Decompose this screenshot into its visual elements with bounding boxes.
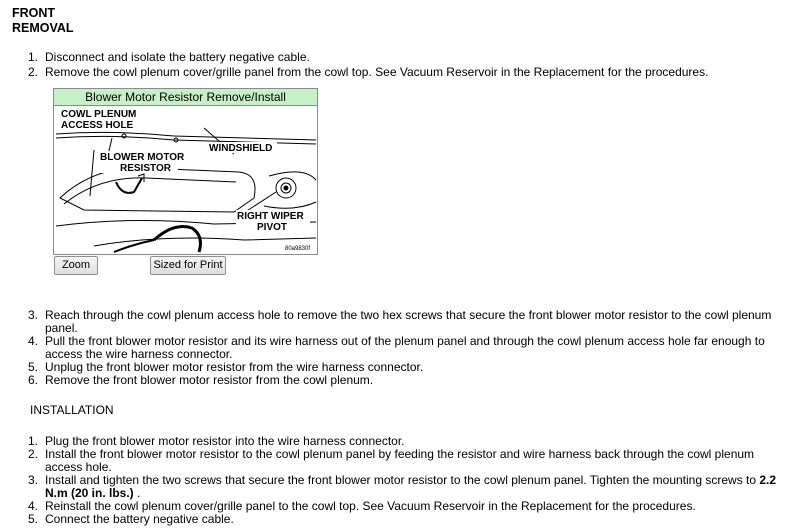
figure-code: 80a9830f — [285, 246, 311, 252]
step-text: Reach through the cowl plenum access hole to remove the two hex screws that secure the front blower motor resistor to the cowl plenum panel. — [45, 308, 772, 335]
step-text: Connect the battery negative cable. — [45, 512, 234, 526]
list-item — [28, 66, 788, 79]
label-cowl-plenum-1: COWL PLENUM — [61, 109, 137, 120]
installation-steps-list — [28, 435, 790, 526]
figure-caption: Blower Motor Resistor Remove/Install — [54, 89, 317, 106]
removal-steps-continued-list — [28, 309, 790, 387]
list-item — [28, 309, 790, 335]
step-number: 3. — [28, 473, 39, 487]
step-number: 1. — [28, 434, 39, 448]
step-number: 1. — [28, 50, 39, 64]
label-blower-motor-2: RESISTOR — [120, 163, 171, 174]
step-number: 4. — [28, 334, 39, 348]
removal-steps-list — [28, 51, 788, 81]
step-number: 5. — [28, 512, 39, 526]
list-item — [28, 51, 788, 64]
installation-heading: INSTALLATION — [30, 403, 114, 417]
step-number: 2. — [28, 447, 39, 461]
sized-for-print-button[interactable]: Sized for Print — [150, 256, 226, 275]
step-number: 3. — [28, 308, 39, 322]
step-text: Remove the front blower motor resistor from the cowl plenum. — [45, 373, 374, 387]
step-text: Remove the cowl plenum cover/grille panel from the cowl top. See Vacuum Reservoir in the Replacement for the procedures. — [45, 65, 709, 79]
label-cowl-plenum-2: ACCESS HOLE — [61, 120, 134, 131]
zoom-button[interactable]: Zoom — [54, 256, 98, 275]
label-blower-motor-1: BLOWER MOTOR — [100, 152, 185, 163]
list-item — [28, 513, 790, 526]
step-number: 2. — [28, 65, 39, 79]
step-number: 5. — [28, 360, 39, 374]
figure-blower-resistor — [53, 88, 318, 255]
step-suffix: . — [133, 486, 141, 500]
step-text: Disconnect and isolate the battery negative cable. — [45, 50, 310, 64]
step-text: Unplug the front blower motor resistor from the wire harness connector. — [45, 360, 424, 374]
list-item — [28, 374, 790, 387]
list-item — [28, 335, 790, 361]
step-text: Install the front blower motor resistor to the cowl plenum panel by feeding the resistor and wire harness back through the cowl plenum access hole. — [45, 447, 755, 474]
title-removal: REMOVAL — [12, 21, 74, 35]
step-text: Install and tighten the two screws that secure the front blower motor resistor to the cowl plenum panel. Tighten the mounting screws to — [45, 473, 760, 487]
step-number: 4. — [28, 499, 39, 513]
step-text: Pull the front blower motor resistor and its wire harness out of the plenum panel and through the cowl plenum access hole far enough to access the wire harness connector. — [45, 334, 765, 361]
label-windshield: WINDSHIELD — [209, 143, 273, 154]
list-item — [28, 448, 790, 474]
label-right-wiper-1: RIGHT WIPER — [237, 211, 304, 222]
torque-spec: 2.2 N.m (20 in. lbs.) — [45, 473, 777, 500]
label-right-wiper-2: PIVOT — [257, 222, 288, 233]
figure-illustration — [54, 106, 317, 254]
step-text: Reinstall the cowl plenum cover/grille panel to the cowl top. See Vacuum Reservoir in the Replacement for the procedures. — [45, 499, 696, 513]
step-text: Plug the front blower motor resistor into the wire harness connector. — [45, 434, 405, 448]
title-front: FRONT — [12, 6, 56, 20]
section-title — [12, 6, 74, 36]
list-item — [28, 474, 790, 500]
step-number: 6. — [28, 373, 39, 387]
